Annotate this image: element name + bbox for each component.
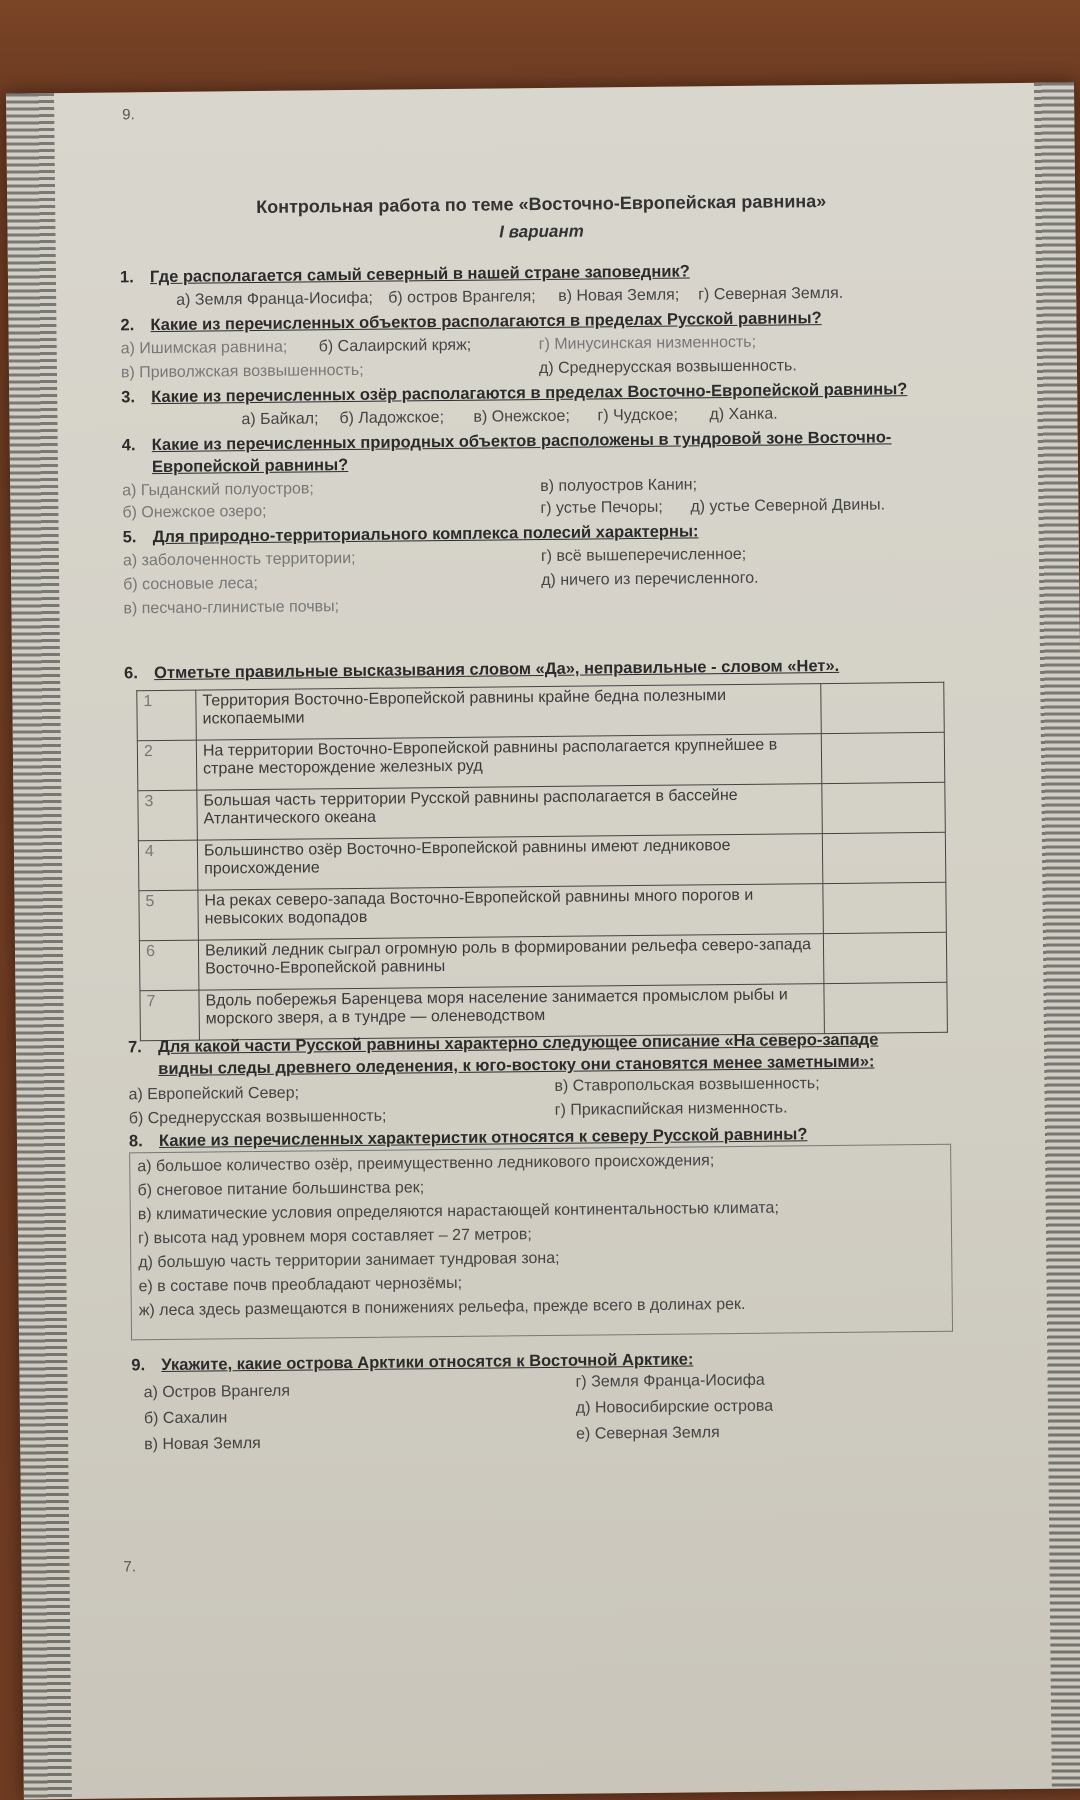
statement-text: Большинство озёр Восточно-Европейской равнины имеют ледниковое происхождение	[197, 834, 822, 891]
question-1	[120, 262, 690, 287]
row-number: 7	[140, 990, 200, 1041]
question-text: Европейской равнины?	[151, 456, 349, 477]
question-number: 4.	[121, 436, 136, 455]
statement-text: На территории Восточно-Европейской равнины располагается крупнейшее в стране месторождение железных руд	[196, 734, 821, 791]
question-number: 7.	[127, 1038, 142, 1057]
answer-cell[interactable]	[822, 832, 946, 883]
statement-text: Большая часть территории Русской равнины располагается в бассейне Атлантического океана	[197, 784, 822, 841]
question-text: Какие из перечисленных природных объектов расположены в тундровой зоне Восточно-	[151, 428, 892, 455]
scan-noise-right-edge	[1034, 82, 1080, 1788]
q8-option-d: д) большую часть территории занимает тундровая зона;	[138, 1249, 560, 1272]
q7-option-b: б) Среднерусская возвышенность;	[128, 1107, 387, 1128]
answer-cell[interactable]	[822, 782, 946, 833]
question-3	[121, 380, 907, 407]
q3-option-c: в) Онежское;	[473, 407, 570, 426]
q9-option-b: б) Сахалин	[143, 1409, 228, 1428]
q4-option-b: б) Онежское озеро;	[122, 502, 267, 522]
question-9	[131, 1350, 693, 1375]
q8-option-a: а) большое количество озёр, преимущественно ледникового происхождения;	[137, 1152, 715, 1176]
q1-option-a: а) Земля Франца-Иосифа;	[176, 289, 374, 309]
question-text: Какие из перечисленных озёр располагаются в пределах Восточно-Европейской равнины?	[151, 380, 908, 407]
question-text: Для природно-территориального комплекса полесий характерны:	[152, 522, 699, 547]
q3-option-d: г) Чудское;	[597, 406, 679, 425]
table-row	[137, 732, 944, 790]
q2-option-a: а) Ишимская равнина;	[120, 338, 288, 358]
question-text: видны следы древнего оледенения, к юго-востоку они становятся менее заметными»:	[158, 1052, 875, 1079]
answer-cell[interactable]	[824, 982, 948, 1033]
answer-cell[interactable]	[823, 882, 947, 933]
question-5	[123, 522, 699, 547]
q1-option-d: г) Северная Земля.	[698, 284, 844, 304]
q8-option-v: в) климатические условия определяются нарастающей континентальностью климата;	[137, 1199, 779, 1224]
table-row	[139, 932, 946, 990]
question-number: 5.	[122, 528, 137, 547]
question-4-line2	[152, 456, 348, 477]
q3-option-e: д) Ханка.	[709, 405, 778, 424]
q5-option-b: б) сосновые леса;	[123, 574, 258, 594]
q2-option-d: д) Среднерусская возвышенность.	[538, 357, 797, 378]
question-number: 8.	[128, 1132, 143, 1151]
row-number: 4	[138, 840, 198, 891]
q7-option-g: г) Прикаспийская низменность.	[554, 1099, 788, 1119]
q4-option-a: а) Гыданский полуостров;	[122, 480, 314, 500]
question-text: Где располагается самый северный в нашей стране заповедник?	[149, 262, 690, 287]
question-4	[122, 428, 892, 455]
row-number: 1	[137, 690, 197, 741]
scan-noise-left-edge	[6, 93, 72, 1799]
q4-option-d: д) устье Северной Двины.	[690, 496, 886, 516]
question-number: 3.	[121, 388, 136, 407]
question-number: 1.	[119, 268, 134, 287]
true-false-table	[136, 682, 948, 1041]
q7-option-a: а) Европейский Север;	[128, 1084, 300, 1104]
table-row	[137, 682, 944, 740]
answer-cell[interactable]	[821, 682, 945, 733]
question-number: 2.	[120, 316, 135, 335]
statement-text: Территория Восточно-Европейской равнины крайне бедна полезными ископаемыми	[196, 684, 821, 741]
q9-option-v: в) Новая Земля	[144, 1434, 261, 1454]
question-2	[120, 309, 821, 335]
q8-option-g: г) высота над уровнем моря составляет – 27 метров;	[137, 1226, 532, 1248]
question-text: Какие из перечисленных объектов располагаются в пределах Русской равнины?	[150, 309, 822, 335]
q1-option-c: в) Новая Земля;	[558, 286, 680, 305]
q9-option-a: а) Остров Врангеля	[143, 1382, 291, 1402]
answer-cell[interactable]	[823, 932, 947, 983]
question-text: Укажите, какие острова Арктики относятся к Восточной Арктике:	[161, 1350, 694, 1375]
page-title: Контрольная работа по теме «Восточно-Европейская равнина»	[256, 191, 827, 217]
row-number: 3	[138, 790, 198, 841]
q3-option-a: а) Байкал;	[241, 410, 319, 429]
page-number-top: 9.	[122, 106, 135, 124]
question-text: Какие из перечисленных характеристик относятся к северу Русской равнины?	[158, 1125, 808, 1151]
row-number: 6	[139, 940, 199, 991]
q1-option-b: б) остров Врангеля;	[388, 288, 536, 307]
table-row	[138, 782, 945, 840]
q7-option-v: в) Ставропольская возвышенность;	[554, 1075, 820, 1095]
table-row	[139, 882, 946, 940]
page-number-bottom: 7.	[123, 1558, 137, 1576]
statement-text: Вдоль побережья Баренцева моря население занимается промыслом рыбы и морского зверя, а в тундре — оленеводством	[199, 984, 824, 1041]
question-number: 6.	[124, 664, 138, 683]
q5-option-v: в) песчано-глинистые почвы;	[123, 598, 340, 618]
question-6	[124, 657, 839, 683]
table-row	[138, 832, 945, 890]
q8-option-b: б) снеговое питание большинства рек;	[137, 1179, 425, 1200]
row-number: 2	[137, 740, 197, 791]
q9-option-d: д) Новосибирские острова	[575, 1397, 774, 1417]
question-number: 9.	[131, 1356, 146, 1375]
q2-option-b: б) Салаирский кряж;	[318, 336, 472, 356]
question-text: Отметьте правильные высказывания словом «Да», неправильные - словом «Нет».	[154, 656, 840, 683]
q5-option-a: а) заболоченность территории;	[122, 549, 356, 570]
statement-text: Великий ледник сыграл огромную роль в формировании рельефа северо-запада Восточно-Европейской равнины	[198, 934, 823, 991]
q8-option-zh: ж) леса здесь размещаются в понижениях рельефа, прежде всего в долинах рек.	[138, 1295, 746, 1320]
q4-option-v: в) полуостров Канин;	[540, 476, 698, 496]
statement-text: На реках северо-запада Восточно-Европейской равнины много порогов и невысоких водопадов	[198, 884, 823, 941]
q8-option-e: е) в составе почв преобладают чернозёмы;	[138, 1274, 463, 1296]
q2-option-g: г) Минусинская низменность;	[538, 333, 757, 354]
answer-cell[interactable]	[821, 732, 945, 783]
q9-option-e: е) Северная Земля	[576, 1424, 720, 1443]
row-number: 5	[139, 890, 199, 941]
q5-option-d: д) ничего из перечисленного.	[541, 569, 759, 590]
variant-label: I вариант	[499, 221, 584, 242]
test-paper-sheet	[6, 82, 1080, 1799]
q9-option-g: г) Земля Франца-Иосифа	[575, 1371, 765, 1391]
q5-option-g: г) всё вышеперечисленное;	[540, 545, 747, 566]
q4-option-g: г) устье Печоры;	[540, 498, 663, 518]
q3-option-b: б) Ладожское;	[339, 409, 445, 428]
question-text: Для какой части Русской равнины характерно следующее описание «На северо-западе	[157, 1030, 879, 1057]
q2-option-v: в) Приволжская возвышенность;	[120, 361, 364, 382]
